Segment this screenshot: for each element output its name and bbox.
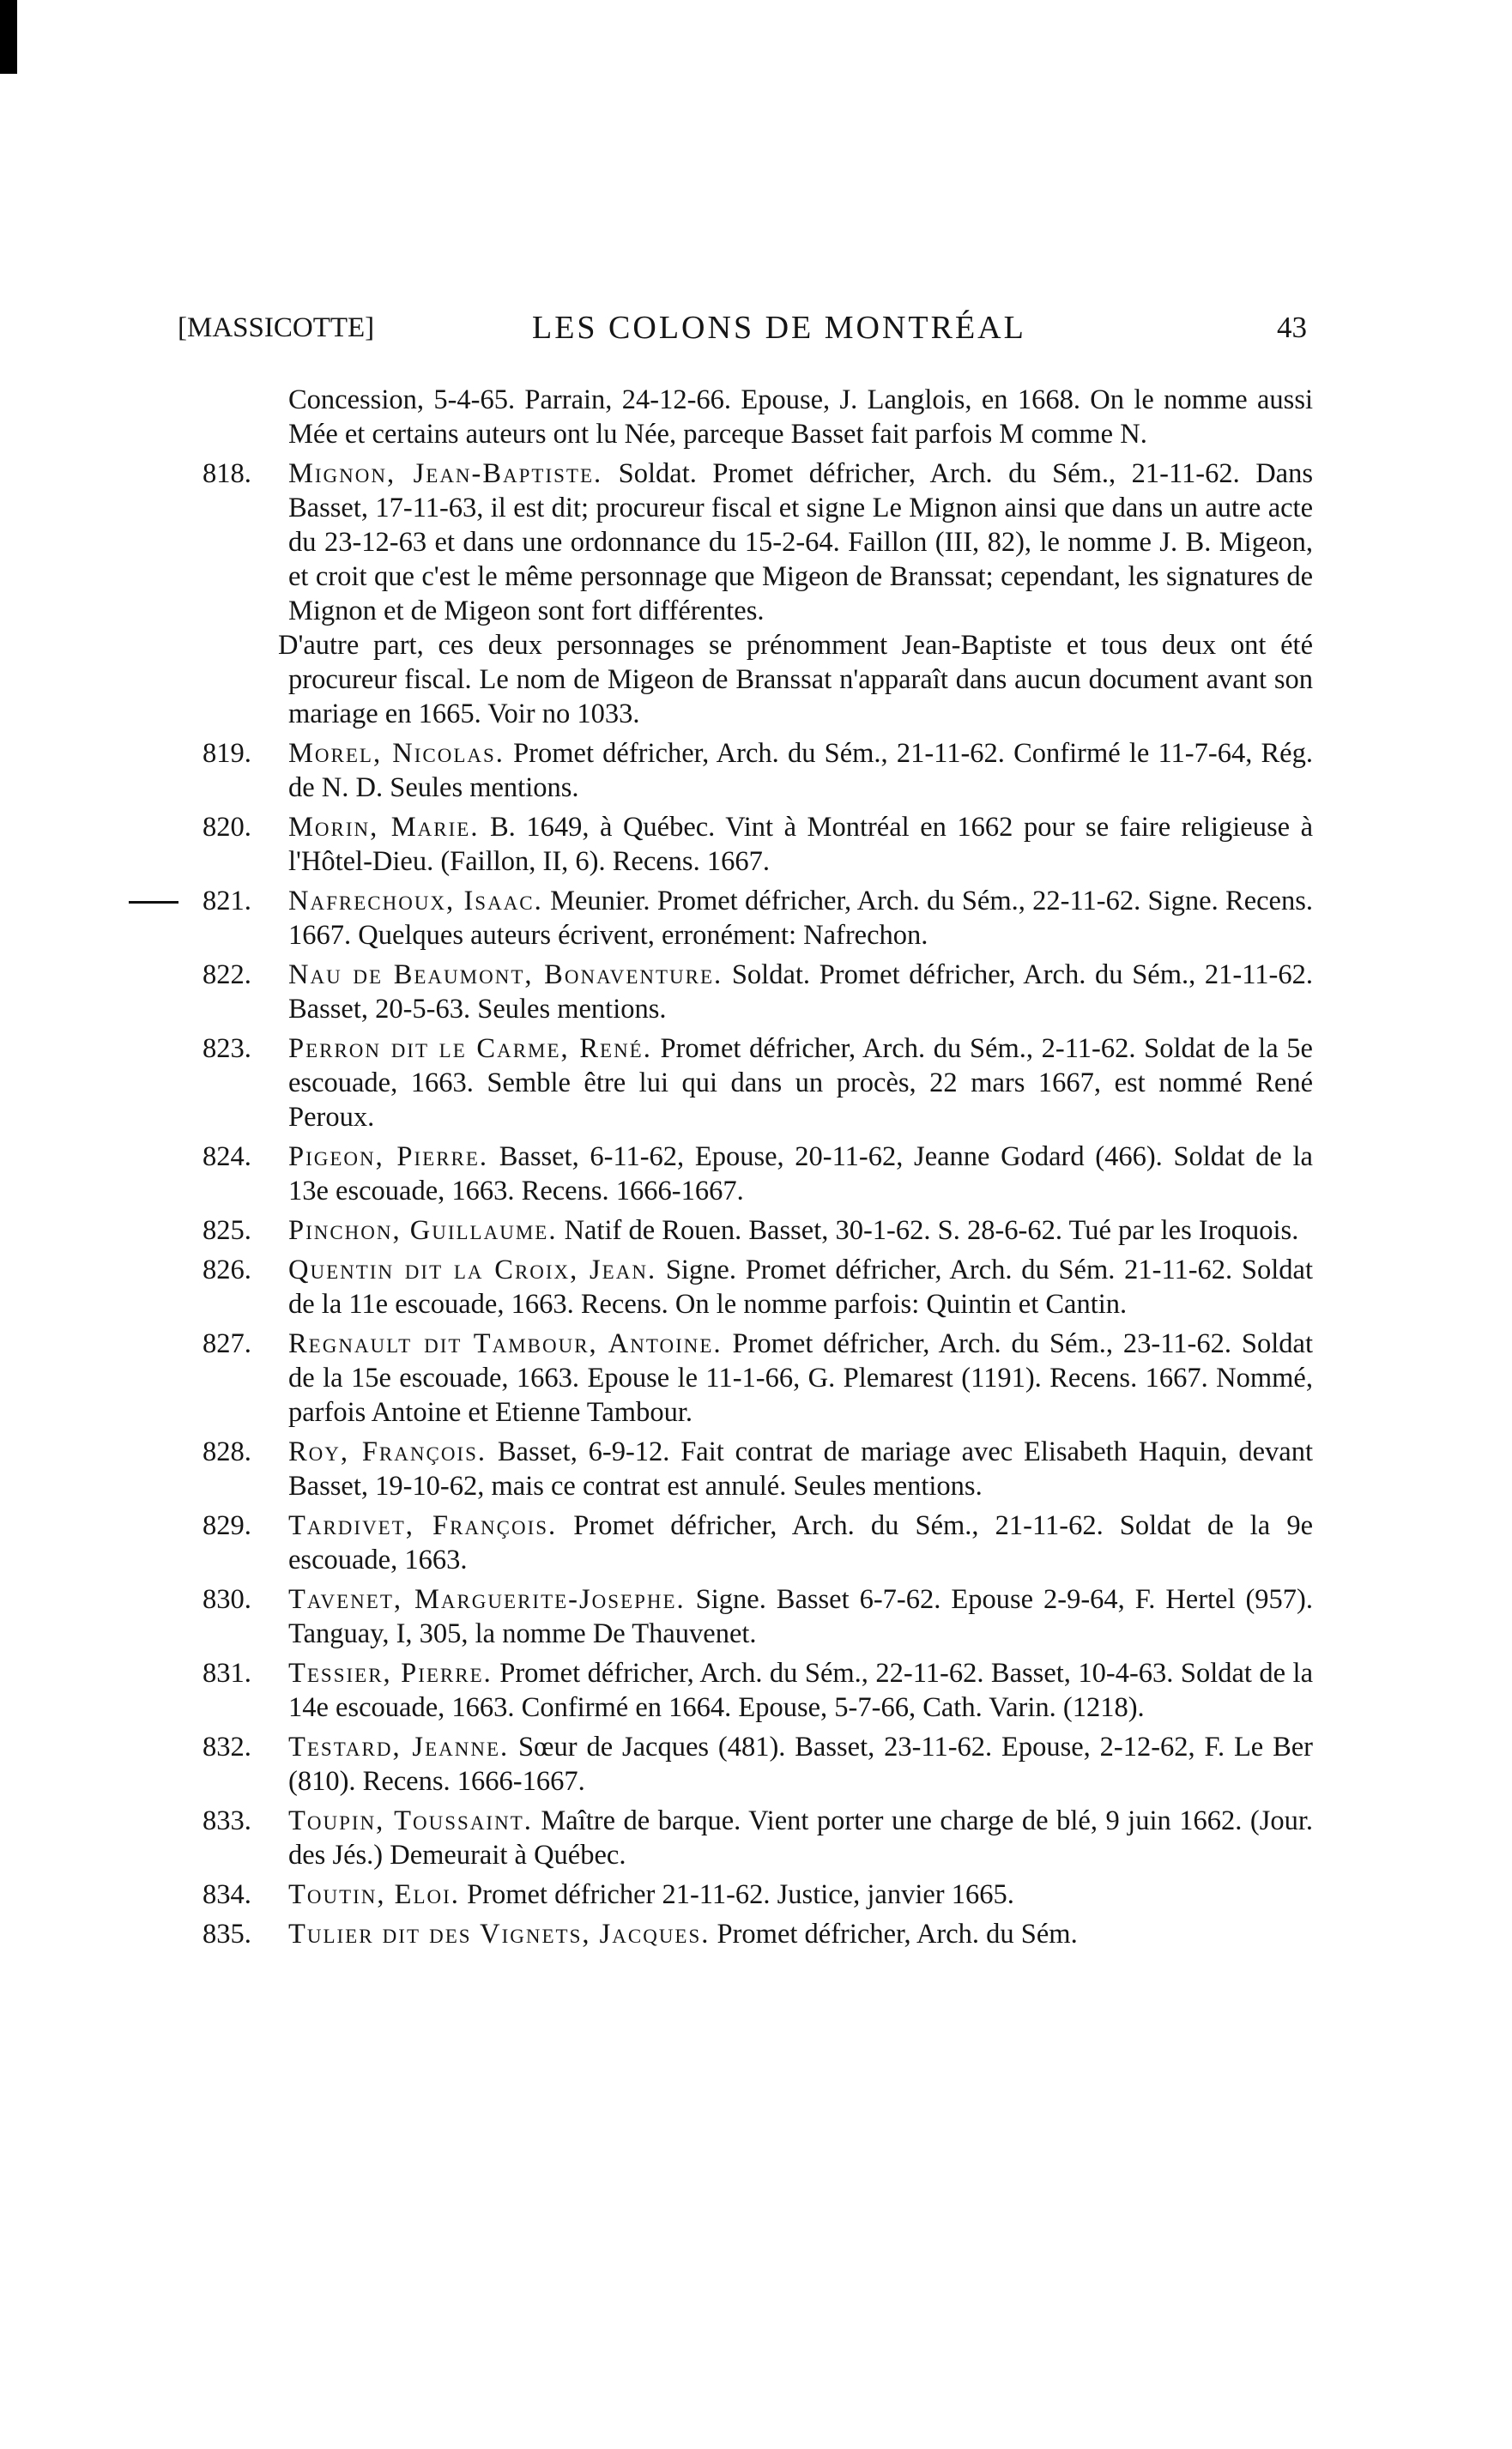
entry-paragraph — [288, 1253, 1313, 1321]
entry-paragraph — [288, 1031, 1313, 1134]
entry-paragraph — [288, 1435, 1313, 1503]
entry-text: Promet défricher, Arch. du Sém., 21-11-62. Confirmé le 11-7-64, Rég. de N. D. Seules mentions. — [288, 738, 1313, 803]
entry-body — [288, 1213, 1313, 1248]
entry-body — [288, 383, 1313, 451]
entry-name: Mignon, Jean-Baptiste. — [288, 458, 603, 489]
entry-paragraph — [288, 383, 1313, 451]
entry-body — [288, 1878, 1313, 1912]
entry-text: Meunier. Promet défricher, Arch. du Sém., 22-11-62. Signe. Recens. 1667. Quelques auteurs écrivent, erronément: Nafrechon. — [288, 886, 1313, 951]
entry-body — [288, 1253, 1313, 1321]
entry-paragraph — [288, 1804, 1313, 1872]
entry-number: 823. — [203, 1033, 251, 1064]
entry-body — [288, 884, 1313, 952]
entry — [0, 1804, 1512, 1872]
entry-text: Promet défricher, Arch. du Sém., 23-11-62. Soldat de la 15e escouade, 1663. Epouse le 11-1-66, G. Plemarest (1191). Recens. 1667. Nommé, parfois Antoine et Etienne Tambour. — [288, 1328, 1313, 1428]
entry-body — [288, 1509, 1313, 1577]
entry-text: Basset, 6-9-12. Fait contrat de mariage avec Elisabeth Haquin, devant Basset, 19-10-62, mais ce contrat est annulé. Seules mentions. — [288, 1436, 1314, 1502]
entry-name: Morin, Marie. — [288, 812, 480, 843]
entry-body — [278, 457, 1313, 731]
entry — [0, 810, 1512, 879]
entry-text: Natif de Rouen. Basset, 30-1-62. S. 28-6-62. Tué par les Iroquois. — [557, 1215, 1299, 1246]
entry-number: 831. — [203, 1658, 251, 1689]
entry-text: Promet défricher, Arch. du Sém., 21-11-62. Soldat de la 9e escouade, 1663. — [288, 1510, 1313, 1575]
running-header — [0, 309, 1512, 352]
entry-name: Nau de Beaumont, Bonaventure. — [288, 959, 723, 990]
entry-body — [288, 1140, 1313, 1208]
entry-body — [288, 1435, 1313, 1503]
entry — [0, 1327, 1512, 1430]
entry-text: Maître de barque. Vient porter une charge de blé, 9 juin 1662. (Jour. des Jés.) Demeurait à Québec. — [288, 1805, 1313, 1871]
entry-name: Toutin, Eloi. — [288, 1879, 460, 1910]
entry-number: 833. — [203, 1805, 251, 1836]
margin-dash-mark — [129, 901, 178, 904]
entry-number: 829. — [203, 1510, 251, 1541]
entry-body — [288, 958, 1313, 1026]
entry-name: Tardivet, François. — [288, 1510, 558, 1541]
entry-name: Quentin dit la Croix, Jean. — [288, 1255, 657, 1285]
entry-paragraph — [288, 1878, 1313, 1912]
entry-body — [288, 1730, 1313, 1799]
entry-paragraph — [288, 1917, 1313, 1951]
entry-number: 819. — [203, 738, 251, 769]
header-title: LES COLONS DE MONTRÉAL — [532, 310, 1026, 346]
entry — [0, 1253, 1512, 1321]
entry-number: 818. — [203, 458, 251, 489]
entry-number: 821. — [203, 886, 251, 916]
scan-edge-bar — [0, 0, 17, 74]
entry-name: Roy, François. — [288, 1436, 487, 1467]
header-author: [MASSICOTTE] — [178, 312, 375, 343]
entry — [0, 1140, 1512, 1208]
entry-name: Tessier, Pierre. — [288, 1658, 493, 1689]
entry-body — [288, 810, 1313, 879]
entry-name: Pinchon, Guillaume. — [288, 1215, 558, 1246]
entry-paragraph — [288, 1327, 1313, 1430]
entry — [0, 1582, 1512, 1651]
entry — [0, 736, 1512, 805]
entry — [0, 1031, 1512, 1134]
entry-text: Basset, 6-11-62, Epouse, 20-11-62, Jeanne Godard (466). Soldat de la 13e escouade, 1663. Recens. 1666-1667. — [288, 1141, 1313, 1206]
entry-text: B. 1649, à Québec. Vint à Montréal en 1662 pour se faire religieuse à l'Hôtel-Dieu. (Faillon, II, 6). Recens. 1667. — [288, 812, 1314, 877]
entry-text: Promet défricher, Arch. du Sém., 2-11-62. Soldat de la 5e escouade, 1663. Semble être lui qui dans un procès, 22 mars 1667, est nommé René Peroux. — [288, 1033, 1313, 1133]
entry-paragraph — [288, 884, 1313, 952]
entry-text: Signe. Promet défricher, Arch. du Sém. 21-11-62. Soldat de la 11e escouade, 1663. Recens. On le nomme parfois: Quintin et Cantin. — [288, 1255, 1313, 1320]
entry-paragraph — [288, 1140, 1313, 1208]
page-number: 43 — [1277, 311, 1307, 344]
entry — [0, 1213, 1512, 1248]
entry-body — [288, 1327, 1313, 1430]
entry-name: Pigeon, Pierre. — [288, 1141, 489, 1172]
entry-text: Promet défricher, Arch. du Sém. — [710, 1919, 1078, 1950]
entry-paragraph — [288, 1582, 1313, 1651]
entry-body — [288, 1582, 1313, 1651]
entry-text: Concession, 5-4-65. Parrain, 24-12-66. Epouse, J. Langlois, en 1668. On le nomme aussi Mée et certains auteurs ont lu Née, parceque Basset fait parfois M comme N. — [288, 384, 1313, 450]
entry-name: Nafrechoux, Isaac. — [288, 886, 543, 916]
entry-body — [288, 1656, 1313, 1725]
entry-number: 835. — [203, 1919, 251, 1950]
entry-body — [288, 1804, 1313, 1872]
entry-number: 825. — [203, 1215, 251, 1246]
entry-paragraph — [288, 1730, 1313, 1799]
entry-body — [288, 736, 1313, 805]
entry-text: Sœur de Jacques (481). Basset, 23-11-62. Epouse, 2-12-62, F. Le Ber (810). Recens. 1666-1667. — [288, 1732, 1313, 1797]
entry-paragraph — [288, 736, 1313, 805]
entry-number: 822. — [203, 959, 251, 990]
entry-text: Promet défricher 21-11-62. Justice, janvier 1665. — [459, 1879, 1014, 1910]
entry-number: 820. — [203, 812, 251, 843]
entry-text: Soldat. Promet défricher, Arch. du Sém., 21-11-62. Basset, 20-5-63. Seules mentions. — [288, 959, 1313, 1025]
entry-number: 827. — [203, 1328, 251, 1359]
entry-text: Soldat. Promet défricher, Arch. du Sém., 21-11-62. Dans Basset, 17-11-63, il est dit; procureur fiscal et signe Le Mignon ainsi que dans un autre acte du 23-12-63 et dans une ordonnance du 15-2-64. Faillon (III, 82), le nomme J. B. Migeon, et croit que c'est le même personnage que Migeon de Branssat; cependant, les signatures de Mignon et de Migeon sont fort différentes. — [288, 458, 1313, 626]
entry — [0, 958, 1512, 1026]
entry-text: D'autre part, ces deux personnages se prénomment Jean-Baptiste et tous deux ont été procureur fiscal. Le nom de Migeon de Branssat n'apparaît dans aucun document avant son mariage en 1665. Voir no 1033. — [278, 630, 1313, 729]
entry-text: Signe. Basset 6-7-62. Epouse 2-9-64, F. Hertel (957). Tanguay, I, 305, la nomme De Thauvenet. — [288, 1584, 1314, 1649]
entry — [0, 383, 1512, 451]
entry-number: 832. — [203, 1732, 251, 1763]
entry-name: Testard, Jeanne. — [288, 1732, 510, 1763]
entry — [0, 1656, 1512, 1725]
entry-number: 824. — [203, 1141, 251, 1172]
entry-number: 834. — [203, 1879, 251, 1910]
entry-text: Promet défricher, Arch. du Sém., 22-11-62. Basset, 10-4-63. Soldat de la 14e escouade, 1663. Confirmé en 1664. Epouse, 5-7-66, Cath. Varin. (1218). — [288, 1658, 1313, 1723]
entry — [0, 1730, 1512, 1799]
entry-paragraph — [288, 810, 1313, 879]
entry-name: Regnault dit Tambour, Antoine. — [288, 1328, 723, 1359]
entry-paragraph — [288, 1213, 1313, 1248]
entry-paragraph — [288, 457, 1313, 628]
entry-number: 828. — [203, 1436, 251, 1467]
entry-paragraph — [288, 1656, 1313, 1725]
entry-name: Toupin, Toussaint. — [288, 1805, 533, 1836]
entry-name: Morel, Nicolas. — [288, 738, 505, 769]
entry-name: Tavenet, Marguerite-Josephe. — [288, 1584, 686, 1615]
entry — [0, 1878, 1512, 1912]
entry-list — [0, 383, 1512, 1956]
entry — [0, 1917, 1512, 1951]
entry — [0, 884, 1512, 952]
entry-paragraph — [288, 958, 1313, 1026]
entry-number: 830. — [203, 1584, 251, 1615]
entry-paragraph — [278, 628, 1313, 731]
entry — [0, 457, 1512, 731]
entry-paragraph — [288, 1509, 1313, 1577]
entry-number: 826. — [203, 1255, 251, 1285]
entry-body — [288, 1917, 1313, 1951]
entry-body — [288, 1031, 1313, 1134]
entry — [0, 1509, 1512, 1577]
entry — [0, 1435, 1512, 1503]
entry-name: Perron dit le Carme, René. — [288, 1033, 652, 1064]
entry-name: Tulier dit des Vignets, Jacques. — [288, 1919, 711, 1950]
